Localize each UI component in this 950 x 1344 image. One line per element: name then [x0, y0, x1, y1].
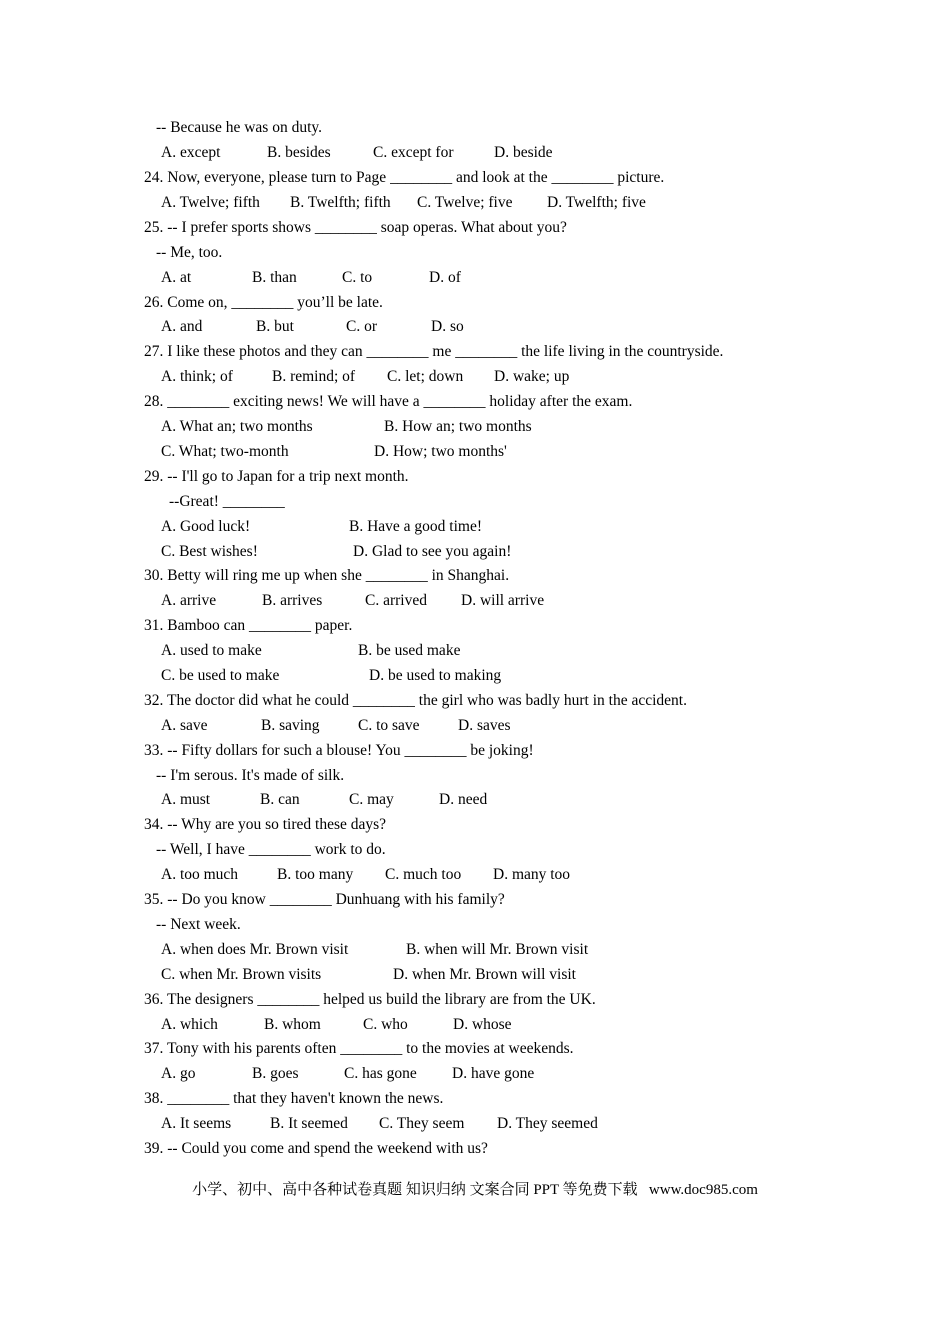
- q29-option-c: C. Best wishes!: [161, 543, 258, 560]
- q36-option-a: A. which: [161, 1016, 218, 1033]
- q27-stem: 27. I like these photos and they can ________ me ________ the life living in the countryside.: [144, 343, 724, 360]
- q34-option-b: B. too many: [277, 866, 354, 883]
- q37-option-c: C. has gone: [344, 1065, 417, 1082]
- q29-stem: 29. -- I'll go to Japan for a trip next month.: [144, 468, 409, 485]
- q26-option-c: C. or: [346, 318, 377, 335]
- q37-option-b: B. goes: [252, 1065, 299, 1082]
- q32-option-c: C. to save: [358, 717, 420, 734]
- q34-option-d: D. many too: [493, 866, 571, 883]
- q29-answer-line: --Great! ________: [169, 493, 285, 510]
- q30-option-a: A. arrive: [161, 592, 217, 609]
- q36-option-b: B. whom: [264, 1016, 321, 1033]
- q35-option-b: B. when will Mr. Brown visit: [406, 941, 589, 958]
- q39-stem: 39. -- Could you come and spend the weekend with us?: [144, 1140, 488, 1157]
- q27-option-b: B. remind; of: [272, 368, 356, 385]
- q31-stem: 31. Bamboo can ________ paper.: [144, 617, 353, 634]
- q36-option-d: D. whose: [453, 1016, 512, 1033]
- q35-option-a: A. when does Mr. Brown visit: [161, 941, 349, 958]
- q37-option-d: D. have gone: [452, 1065, 535, 1082]
- q28-option-c: C. What; two-month: [161, 443, 289, 460]
- q32-option-b: B. saving: [261, 717, 320, 734]
- q38-option-c: C. They seem: [379, 1115, 465, 1132]
- q37-option-a: A. go: [161, 1065, 196, 1082]
- q25-option-a: A. at: [161, 269, 192, 286]
- q33-option-a: A. must: [161, 791, 211, 808]
- q38-option-d: D. They seemed: [497, 1115, 598, 1132]
- q30-option-b: B. arrives: [262, 592, 323, 609]
- q38-option-b: B. It seemed: [270, 1115, 348, 1132]
- q28-option-b: B. How an; two months: [384, 418, 532, 435]
- q27-option-c: C. let; down: [387, 368, 464, 385]
- q26-option-d: D. so: [431, 318, 464, 335]
- q29-option-b: B. Have a good time!: [349, 518, 483, 535]
- q34-answer-line: -- Well, I have ________ work to do.: [156, 841, 386, 858]
- q23-option-b: B. besides: [267, 144, 331, 161]
- q35-answer-line: -- Next week.: [156, 916, 241, 933]
- q24-option-c: C. Twelve; five: [417, 194, 513, 211]
- q33-option-d: D. need: [439, 791, 488, 808]
- page-footer: 小学、初中、高中各种试卷真题 知识归纳 文案合同 PPT 等免费下载 www.doc985.com: [192, 1182, 758, 1198]
- q32-stem: 32. The doctor did what he could ________ the girl who was badly hurt in the accident.: [144, 692, 687, 709]
- q23-answer-line: -- Because he was on duty.: [156, 119, 322, 136]
- q30-option-d: D. will arrive: [461, 592, 545, 609]
- q31-option-b: B. be used make: [358, 642, 461, 659]
- q26-stem: 26. Come on, ________ you’ll be late.: [144, 294, 383, 311]
- q26-option-a: A. and: [161, 318, 203, 335]
- q28-stem: 28. ________ exciting news! We will have a ________ holiday after the exam.: [144, 393, 633, 410]
- q34-stem: 34. -- Why are you so tired these days?: [144, 816, 387, 833]
- q24-option-b: B. Twelfth; fifth: [290, 194, 391, 211]
- q30-option-c: C. arrived: [365, 592, 427, 609]
- q29-option-d: D. Glad to see you again!: [353, 543, 512, 560]
- q26-option-b: B. but: [256, 318, 294, 335]
- q31-option-a: A. used to make: [161, 642, 262, 659]
- q32-option-a: A. save: [161, 717, 208, 734]
- q30-stem: 30. Betty will ring me up when she ________ in Shanghai.: [144, 567, 510, 584]
- q28-option-d: D. How; two months': [374, 443, 507, 460]
- q37-stem: 37. Tony with his parents often ________ to the movies at weekends.: [144, 1040, 574, 1057]
- q23-option-d: D. beside: [494, 144, 553, 161]
- q27-option-d: D. wake; up: [494, 368, 570, 385]
- q23-option-c: C. except for: [373, 144, 454, 161]
- q24-stem: 24. Now, everyone, please turn to Page ________ and look at the ________ picture.: [144, 169, 665, 186]
- q31-option-d: D. be used to making: [369, 667, 502, 684]
- q25-stem: 25. -- I prefer sports shows ________ soap operas. What about you?: [144, 219, 567, 236]
- q35-option-d: D. when Mr. Brown will visit: [393, 966, 576, 983]
- q33-option-b: B. can: [260, 791, 300, 808]
- q38-stem: 38. ________ that they haven't known the news.: [144, 1090, 444, 1107]
- q38-option-a: A. It seems: [161, 1115, 232, 1132]
- q36-option-c: C. who: [363, 1016, 408, 1033]
- q25-option-b: B. than: [252, 269, 297, 286]
- q24-option-d: D. Twelfth; five: [547, 194, 646, 211]
- q33-stem: 33. -- Fifty dollars for such a blouse! You ________ be joking!: [144, 742, 534, 759]
- q29-option-a: A. Good luck!: [161, 518, 251, 535]
- q31-option-c: C. be used to make: [161, 667, 280, 684]
- q25-option-c: C. to: [342, 269, 373, 286]
- q24-option-a: A. Twelve; fifth: [161, 194, 260, 211]
- q25-answer-line: -- Me, too.: [156, 244, 223, 261]
- q35-stem: 35. -- Do you know ________ Dunhuang with his family?: [144, 891, 505, 908]
- q34-option-c: C. much too: [385, 866, 462, 883]
- q34-option-a: A. too much: [161, 866, 239, 883]
- q32-option-d: D. saves: [458, 717, 511, 734]
- q33-option-c: C. may: [349, 791, 394, 808]
- q27-option-a: A. think; of: [161, 368, 233, 385]
- q33-answer-line: -- I'm serous. It's made of silk.: [156, 767, 345, 784]
- q35-option-c: C. when Mr. Brown visits: [161, 966, 322, 983]
- q28-option-a: A. What an; two months: [161, 418, 313, 435]
- q36-stem: 36. The designers ________ helped us build the library are from the UK.: [144, 991, 596, 1008]
- q23-option-a: A. except: [161, 144, 221, 161]
- q25-option-d: D. of: [429, 269, 461, 286]
